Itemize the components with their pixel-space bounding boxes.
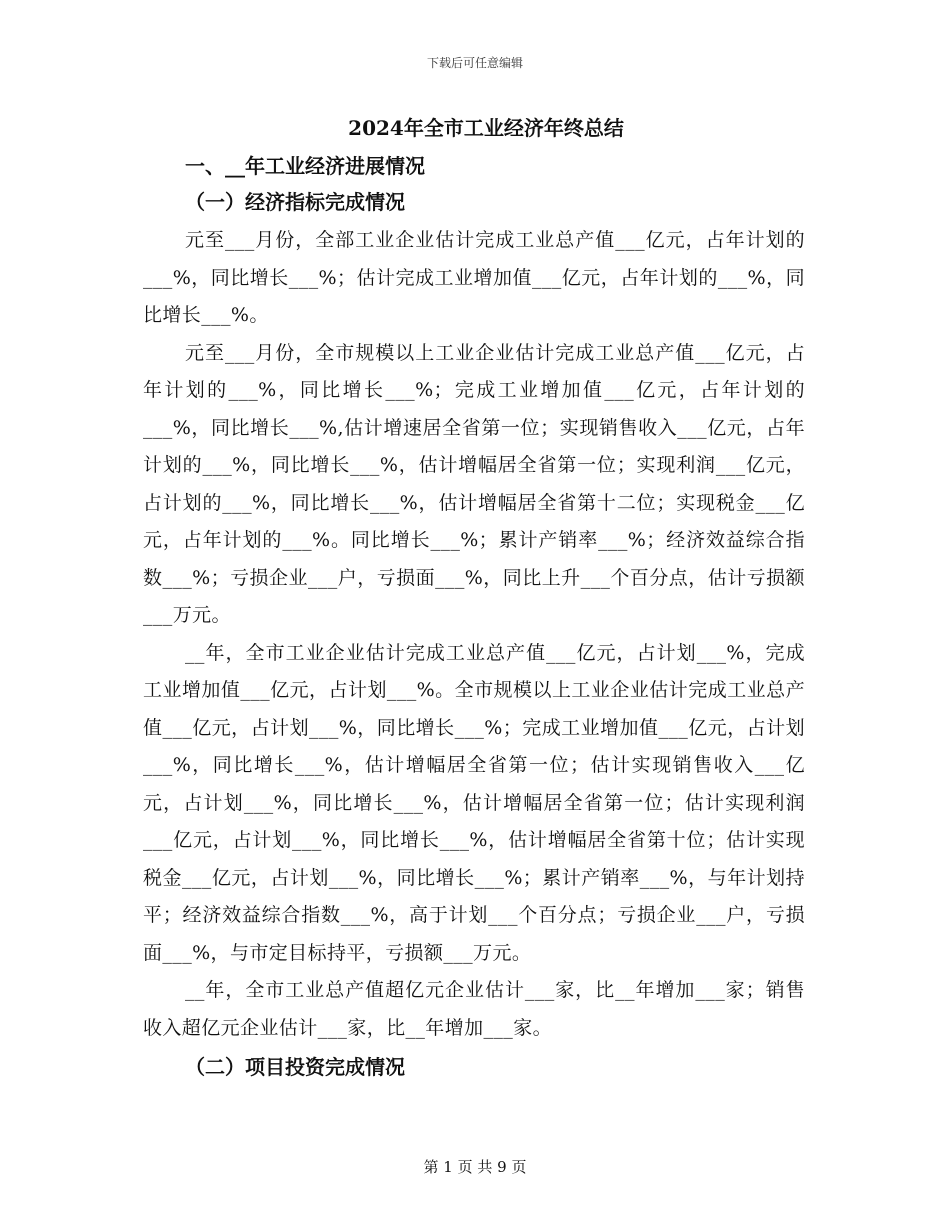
paragraph-2: 元至___月份，全市规模以上工业企业估计完成工业总产值___亿元，占年计划的___%，同比增长___%；完成工业增加值___亿元，占年计划的___%，同比增长___%,估计增速居全省第一位；实现销售收入___亿元，占年计划的___%，同比增长___%，估计增幅居全省第一位；实现利润___亿元，占计划的___%，同比增长___%，估计增幅居全省第十二位；实现税金___亿元，占年计划的___%。同比增长___%；累计产销率___%；经济效益综合指数___%；亏损企业___户，亏损面___%，同比上升___个百分点，估计亏损额___万元。 [143,341,805,626]
subsection-heading-2: （二）项目投资完成情况 [185,1055,405,1079]
paragraph-4: __年，全市工业总产值超亿元企业估计___家，比__年增加___家；销售收入超亿元企业估计___家，比__年增加___家。 [143,979,805,1039]
page-number: 第 1 页 共 9 页 [423,1158,527,1176]
paragraph-3: __年，全市工业企业估计完成工业总产值___亿元，占计划___%，完成工业增加值___亿元，占计划___%。全市规模以上工业企业估计完成工业总产值___亿元，占计划___%，同比增长___%；完成工业增加值___亿元，占计划___%，同比增长___%，估计增幅居全省第一位；估计实现销售收入___亿元，占计划___%，同比增长___%，估计增幅居全省第一位；估计实现利润___亿元，占计划___%，同比增长___%，估计增幅居全省第十位；估计实现税金___亿元，占计划___%，同比增长___%；累计产销率___%，与年计划持平；经济效益综合指数___%，高于计划___个百分点；亏损企业___户，亏损面___%，与市定目标持平，亏损额___万元。 [143,641,805,964]
subsection-heading-1: （一）经济指标完成情况 [185,190,405,214]
document-body [143,112,805,1087]
page-header-note: 下载后可任意编辑 [426,56,523,70]
section-heading-1: 一、__年工业经济进展情况 [185,154,425,178]
document-title: 2024年全市工业经济年终总结 [348,116,624,140]
paragraph-1: 元至___月份，全部工业企业估计完成工业总产值___亿元，占年计划的___%，同比增长___%；估计完成工业增加值___亿元，占年计划的___%，同比增长___%。 [143,229,805,326]
